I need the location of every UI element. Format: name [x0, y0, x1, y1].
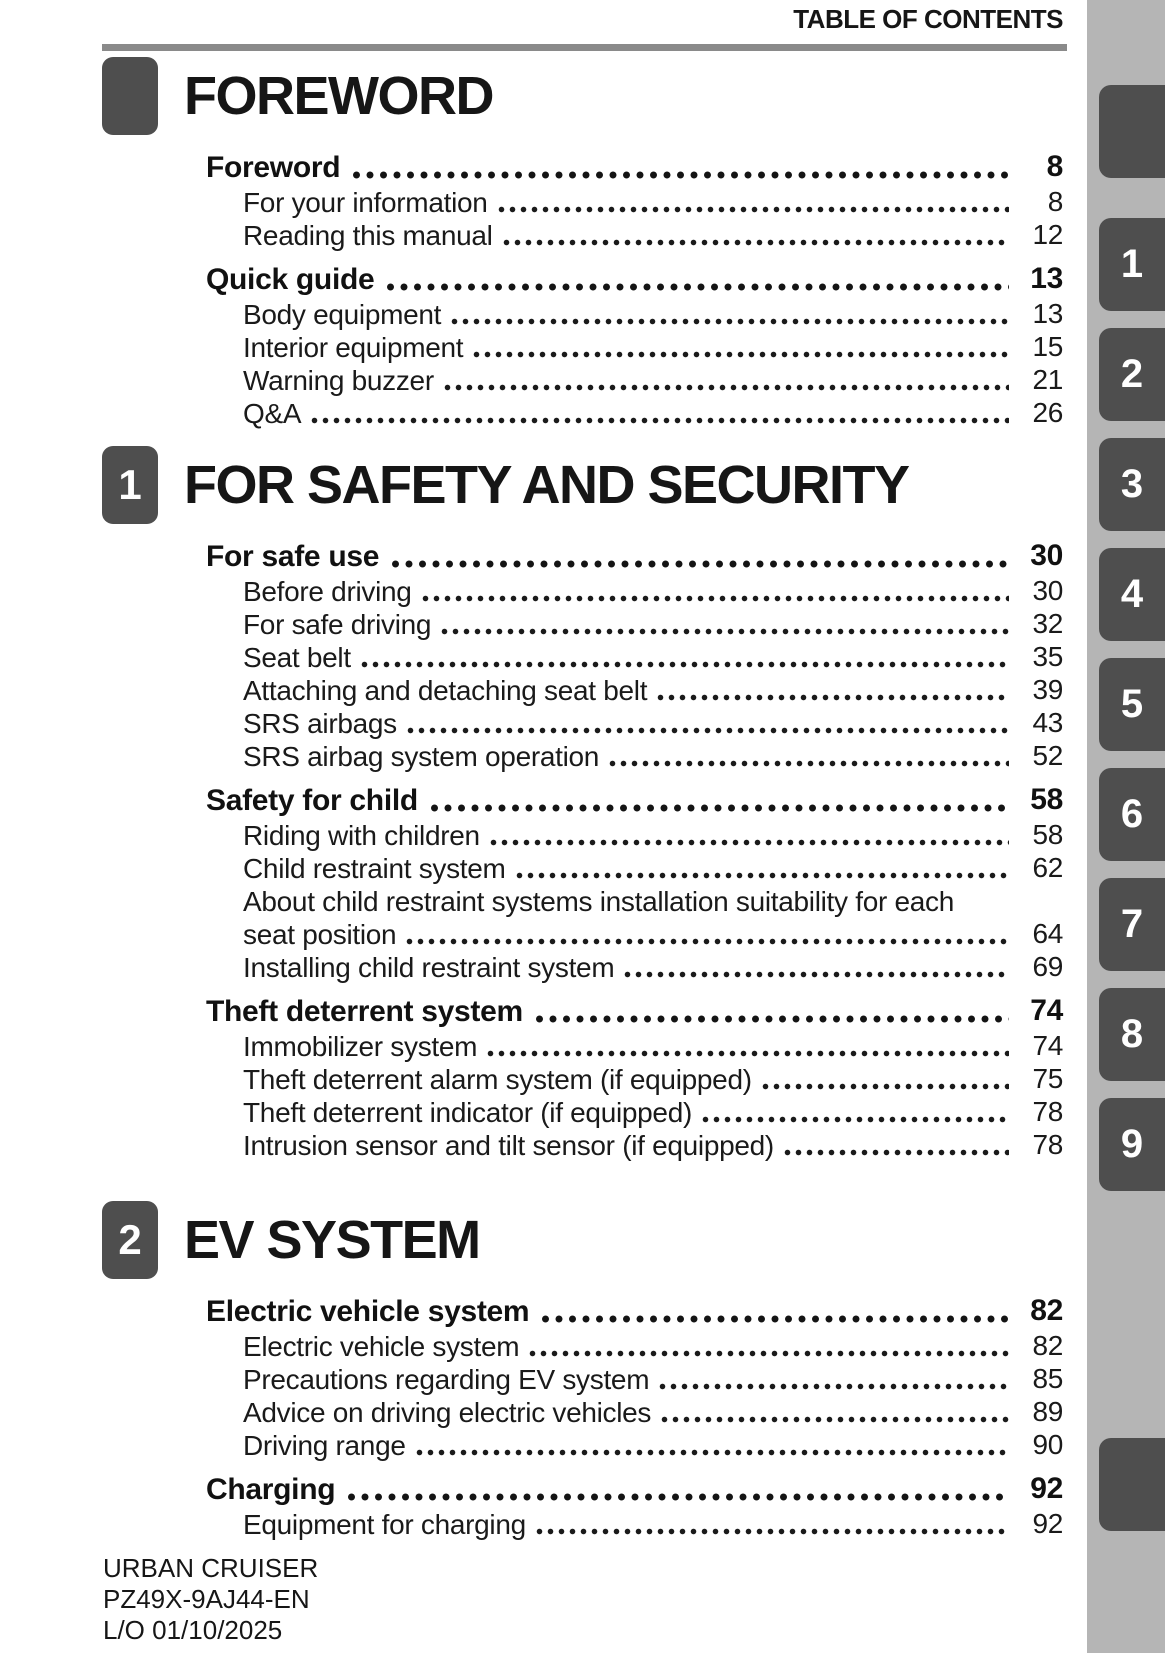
toc-entry: [206, 150, 1063, 186]
toc-entry-label: Safety for child: [206, 784, 418, 817]
section-marker-icon: [102, 57, 158, 135]
side-tab-label: 5: [1120, 682, 1144, 726]
toc-entry-label: Electric vehicle system: [243, 1331, 520, 1362]
header-rule: [102, 44, 1067, 51]
footer-layout-date: L/O 01/10/2025: [103, 1615, 283, 1645]
leader-dots: [490, 838, 1009, 847]
toc-section-foreword: [102, 56, 1063, 430]
toc-entry: [206, 1129, 1063, 1162]
page-number: 21: [1032, 364, 1063, 395]
leader-dots: [430, 803, 1009, 813]
leader-dots: [498, 205, 1009, 214]
toc-entry-label: Theft deterrent system: [206, 995, 523, 1028]
toc-entry-label: Foreword: [206, 151, 341, 184]
toc-entry: [206, 1096, 1063, 1129]
toc-entry: [206, 1063, 1063, 1096]
page-number: 78: [1032, 1129, 1063, 1160]
side-tab-8: [1099, 988, 1165, 1081]
page-title: TABLE OF CONTENTS: [793, 4, 1063, 34]
page-number: 62: [1032, 852, 1063, 883]
page-number: 8: [1047, 186, 1063, 217]
toc-entry-label: For your information: [243, 187, 488, 218]
leader-dots: [529, 1349, 1009, 1358]
toc-entry-label: seat position: [243, 919, 397, 950]
side-tab-9: [1099, 1098, 1165, 1191]
toc-entry-wrapped-line: About child restraint systems installation suitability for each: [243, 886, 954, 917]
page-number: 26: [1032, 397, 1063, 428]
toc-entry-label: For safe use: [206, 540, 380, 573]
toc-entry: [206, 674, 1063, 707]
toc-entry-label: Intrusion sensor and tilt sensor (if equipped): [243, 1130, 774, 1161]
side-tab-5: [1099, 658, 1165, 751]
toc-entry: [206, 219, 1063, 252]
toc-entry: [206, 1363, 1063, 1396]
leader-dots: [702, 1115, 1009, 1124]
page-number: 82: [1030, 1294, 1063, 1327]
leader-dots: [661, 1415, 1009, 1424]
section-header: [102, 1200, 1063, 1280]
toc-entry-label: Precautions regarding EV system: [243, 1364, 650, 1395]
page-number: 32: [1032, 608, 1063, 639]
section-title: FOREWORD: [184, 66, 493, 126]
page-number: 8: [1046, 150, 1063, 183]
toc-section-1: [102, 445, 1063, 1162]
section-title: FOR SAFETY AND SECURITY: [184, 455, 909, 515]
toc-entry-label: Seat belt: [243, 642, 351, 673]
leader-dots: [503, 238, 1009, 247]
section-header: [102, 56, 1063, 136]
leader-dots: [536, 1527, 1009, 1536]
toc-entry: [206, 298, 1063, 331]
page-number: 58: [1032, 819, 1063, 850]
leader-dots: [541, 1314, 1009, 1324]
toc-entry-label: Attaching and detaching seat belt: [243, 675, 648, 706]
toc-entry-label: Theft deterrent alarm system (if equipped): [243, 1064, 752, 1095]
side-tab-label: 9: [1120, 1122, 1144, 1166]
toc-entry-label: Quick guide: [206, 263, 375, 296]
toc-entry: [206, 539, 1063, 575]
page-number: 15: [1032, 331, 1063, 362]
side-tab-4: [1099, 548, 1165, 641]
toc-entry: [206, 1396, 1063, 1429]
toc-entry: [206, 608, 1063, 641]
toc-entry-label: Installing child restraint system: [243, 952, 615, 983]
toc-entry-label: Equipment for charging: [243, 1509, 526, 1540]
side-tab-1: [1099, 218, 1165, 311]
leader-dots: [762, 1082, 1009, 1091]
toc-entry-label: SRS airbags: [243, 708, 397, 739]
toc-entry-label: Electric vehicle system: [206, 1295, 530, 1328]
toc-entry: [206, 918, 1063, 951]
side-tab-label: 4: [1120, 572, 1144, 616]
toc-section-2: [102, 1200, 1063, 1541]
toc-entry-label: Reading this manual: [243, 220, 493, 251]
leader-dots: [416, 1448, 1009, 1457]
toc-entry: [206, 1429, 1063, 1462]
side-tab-7: [1099, 878, 1165, 971]
page-number: 75: [1032, 1063, 1063, 1094]
page-number: 82: [1032, 1330, 1063, 1361]
leader-dots: [352, 170, 1009, 180]
leader-dots: [535, 1014, 1009, 1024]
toc-entry: [206, 186, 1063, 219]
toc-entry-label: Warning buzzer: [243, 365, 434, 396]
toc-entry: [206, 575, 1063, 608]
leader-dots: [406, 937, 1009, 946]
page-number: 13: [1030, 262, 1063, 295]
leader-dots: [311, 416, 1009, 425]
toc-entry-label: Before driving: [243, 576, 412, 607]
toc-entry: [206, 1330, 1063, 1363]
page-number: 64: [1032, 918, 1063, 949]
footer-model-name: URBAN CRUISER: [103, 1553, 319, 1583]
page-number: 35: [1032, 641, 1063, 672]
leader-dots: [609, 759, 1009, 768]
side-tab-3: [1099, 438, 1165, 531]
side-tab-2: [1099, 328, 1165, 421]
side-tab-intro: [1099, 85, 1165, 178]
leader-dots: [422, 594, 1009, 603]
toc-entry: [206, 740, 1063, 773]
toc-entry: [206, 852, 1063, 885]
toc-entry: [206, 951, 1063, 984]
toc-entry-label: Riding with children: [243, 820, 480, 851]
leader-dots: [391, 559, 1009, 569]
toc-entry-label: For safe driving: [243, 609, 432, 640]
toc-entry-label: Body equipment: [243, 299, 442, 330]
leader-dots: [473, 350, 1009, 359]
toc-entry-label: Q&A: [243, 398, 302, 429]
leader-dots: [444, 383, 1009, 392]
page-number: 30: [1032, 575, 1063, 606]
toc-entry-label: Charging: [206, 1473, 336, 1506]
leader-dots: [659, 1382, 1009, 1391]
page-number: 90: [1032, 1429, 1063, 1460]
leader-dots: [487, 1049, 1009, 1058]
toc-entry-label: Interior equipment: [243, 332, 464, 363]
section-number: 1: [118, 461, 142, 508]
toc-entry: [206, 641, 1063, 674]
toc-entry-label: Driving range: [243, 1430, 406, 1461]
side-tab-label: 7: [1120, 902, 1144, 946]
page-number: 39: [1032, 674, 1063, 705]
page-number: 92: [1032, 1508, 1063, 1539]
side-tab-label: 8: [1120, 1012, 1144, 1056]
section-entries: [206, 150, 1063, 430]
footer-part-number: PZ49X-9AJ44-EN: [103, 1584, 310, 1614]
toc-entry: [206, 1508, 1063, 1541]
section-number: 2: [118, 1216, 142, 1263]
toc-entry: [206, 262, 1063, 298]
section-header: [102, 445, 1063, 525]
toc-entry-label: Child restraint system: [243, 853, 506, 884]
page-number: 74: [1030, 994, 1063, 1027]
side-tab-6: [1099, 768, 1165, 861]
toc-entry: [206, 707, 1063, 740]
leader-dots: [347, 1492, 1009, 1502]
leader-dots: [361, 660, 1009, 669]
section-number-badge: [102, 446, 158, 524]
toc-entry-label: Theft deterrent indicator (if equipped): [243, 1097, 693, 1128]
page-number: 52: [1032, 740, 1063, 771]
toc-entry: [206, 364, 1063, 397]
leader-dots: [451, 317, 1009, 326]
section-number-badge: [102, 1201, 158, 1279]
leader-dots: [441, 627, 1009, 636]
leader-dots: [624, 970, 1009, 979]
leader-dots: [657, 693, 1009, 702]
page-number: 78: [1032, 1096, 1063, 1127]
toc-entry: [206, 397, 1063, 430]
leader-dots: [407, 726, 1009, 735]
side-tab-blank-bottom: [1099, 1438, 1165, 1531]
side-tab-label: 6: [1120, 792, 1144, 836]
page-number: 13: [1032, 298, 1063, 329]
page-number: 58: [1030, 783, 1063, 816]
page-number: 85: [1032, 1363, 1063, 1394]
toc-entry: [206, 994, 1063, 1030]
page-number: 89: [1032, 1396, 1063, 1427]
page-number: 43: [1032, 707, 1063, 738]
leader-dots: [516, 871, 1009, 880]
toc-entry: [206, 783, 1063, 819]
side-tab-label: 3: [1120, 462, 1144, 506]
toc-entry-label: Advice on driving electric vehicles: [243, 1397, 652, 1428]
section-title: EV SYSTEM: [184, 1210, 480, 1270]
toc-entry: [206, 331, 1063, 364]
side-tab-label: 1: [1120, 242, 1144, 286]
leader-dots: [784, 1148, 1009, 1157]
toc-entry-label: Immobilizer system: [243, 1031, 478, 1062]
toc-entry: [206, 1030, 1063, 1063]
toc-entry-label: SRS airbag system operation: [243, 741, 600, 772]
page-number: 69: [1032, 951, 1063, 982]
toc-entry: [206, 819, 1063, 852]
side-tab-label: 2: [1120, 352, 1144, 396]
page-number: 74: [1032, 1030, 1063, 1061]
toc-entry: [206, 1472, 1063, 1508]
section-entries: [206, 539, 1063, 1162]
page-number: 30: [1030, 539, 1063, 572]
toc-entry: [206, 1294, 1063, 1330]
section-entries: [206, 1294, 1063, 1541]
leader-dots: [386, 282, 1009, 292]
page-number: 12: [1032, 219, 1063, 250]
page-number: 92: [1030, 1472, 1063, 1505]
footer: [103, 1553, 318, 1646]
